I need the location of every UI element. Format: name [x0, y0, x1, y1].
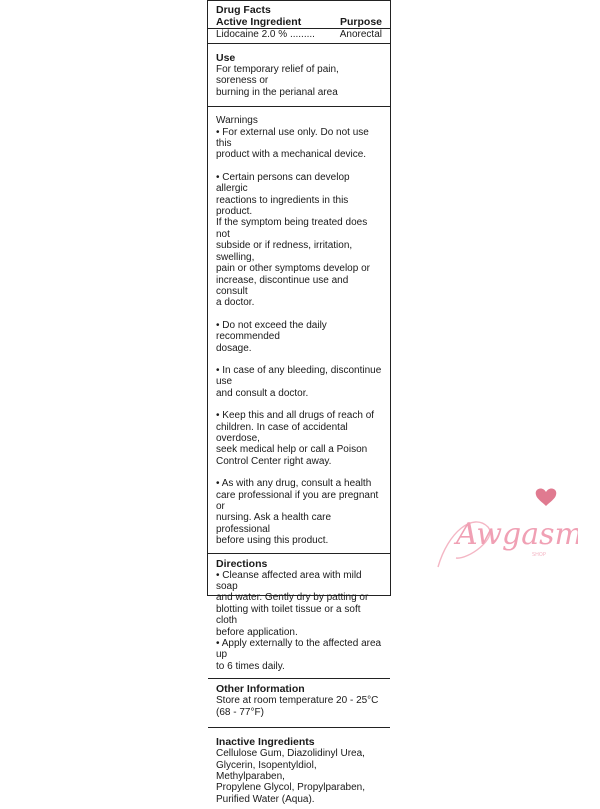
directions-section: [208, 554, 390, 680]
brand-tagline: SHOP: [532, 552, 546, 558]
text-line: • Certain persons can develop allergic: [216, 171, 350, 195]
text-line: (68 - 77°F): [216, 706, 264, 718]
text-line: • As with any drug, consult a health: [216, 478, 372, 490]
use-heading: Use: [216, 52, 236, 64]
brand-watermark-graphic: [428, 472, 578, 582]
text-line: • For external use only. Do not use this: [216, 126, 369, 150]
other-information-section: [208, 679, 390, 728]
text-line: care professional if you are pregnant or: [216, 489, 379, 512]
paragraph-gap: [216, 309, 382, 320]
text-line: Glycerin, Isopentyldiol, Methylparaben,: [216, 759, 317, 782]
purpose-value: Anorectal: [339, 29, 382, 40]
warnings-text: [216, 127, 382, 547]
use-line: For temporary relief of pain, soreness or: [216, 64, 339, 87]
other-information-text: [216, 695, 382, 718]
purpose-heading: Purpose: [339, 16, 382, 28]
drug-facts-header: [208, 1, 390, 44]
drug-facts-label: [207, 0, 391, 805]
active-ingredient-heading: Active Ingredient: [216, 16, 302, 28]
text-line: Purified Water (Aqua).: [216, 793, 315, 805]
directions-heading: Directions: [216, 557, 268, 570]
paragraph-gap: [216, 399, 382, 410]
active-ingredient-header-row: [208, 16, 390, 29]
text-line: a doctor.: [216, 297, 255, 309]
inactive-ingredients-section: [208, 728, 390, 809]
text-line: If the symptom being treated does not: [216, 217, 368, 240]
text-line: • Keep this and all drugs of reach of: [216, 410, 375, 422]
heart-icon: [536, 488, 557, 506]
inactive-ingredients-text: [216, 748, 382, 805]
text-line: blotting with toilet tissue or a soft cloth: [216, 603, 361, 627]
text-line: • In case of any bleeding, discontinue use: [216, 364, 382, 388]
directions-text: [216, 570, 382, 673]
text-line: seek medical help or call a Poison: [216, 444, 368, 456]
use-section: [208, 44, 390, 107]
active-ingredient-value: Lidocaine 2.0 % .........: [216, 29, 315, 40]
active-ingredient-row: [216, 29, 382, 41]
text-line: pain or other symptoms develop or: [216, 263, 370, 275]
text-line: increase, discontinue use and consult: [216, 274, 349, 297]
inactive-ingredients-heading: Inactive Ingredients: [216, 736, 315, 749]
text-line: • Apply externally to the affected area up: [216, 638, 382, 661]
text-line: • Cleanse affected area with mild soap: [216, 569, 362, 593]
paragraph-gap: [216, 354, 382, 365]
use-text: [216, 64, 382, 98]
text-line: product with a mechanical device.: [216, 149, 367, 161]
text-line: nursing. Ask a health care professional: [216, 512, 332, 535]
text-line: children. In case of accidental overdose,: [216, 421, 348, 444]
brand-watermark: [428, 472, 578, 582]
paragraph-gap: [216, 467, 382, 478]
text-line: to 6 times daily.: [216, 660, 285, 672]
warnings-section: [208, 107, 390, 553]
text-line: and water. Gently dry by patting or: [216, 592, 369, 604]
text-line: before using this product.: [216, 535, 329, 547]
text-line: Cellulose Gum, Diazolidinyl Urea,: [216, 748, 365, 760]
text-line: • Do not exceed the daily recommended: [216, 319, 327, 343]
text-line: Store at room temperature 20 - 25°C: [216, 695, 379, 707]
text-line: and consult a doctor.: [216, 387, 309, 399]
text-line: before application.: [216, 626, 298, 638]
text-line: dosage.: [216, 342, 252, 354]
other-information-heading: Other Information: [216, 683, 305, 696]
drug-facts-title: Drug Facts: [216, 4, 271, 16]
text-line: subside or if redness, irritation, swelling,: [216, 240, 353, 263]
text-line: reactions to ingredients in this product.: [216, 194, 349, 218]
brand-name: Awgasm: [456, 517, 578, 552]
warnings-heading: Warnings: [216, 115, 258, 127]
text-line: Control Center right away.: [216, 455, 332, 467]
paragraph-gap: [216, 161, 382, 172]
use-line: burning in the perianal area: [216, 86, 338, 98]
text-line: Propylene Glycol, Propylparaben,: [216, 782, 365, 794]
